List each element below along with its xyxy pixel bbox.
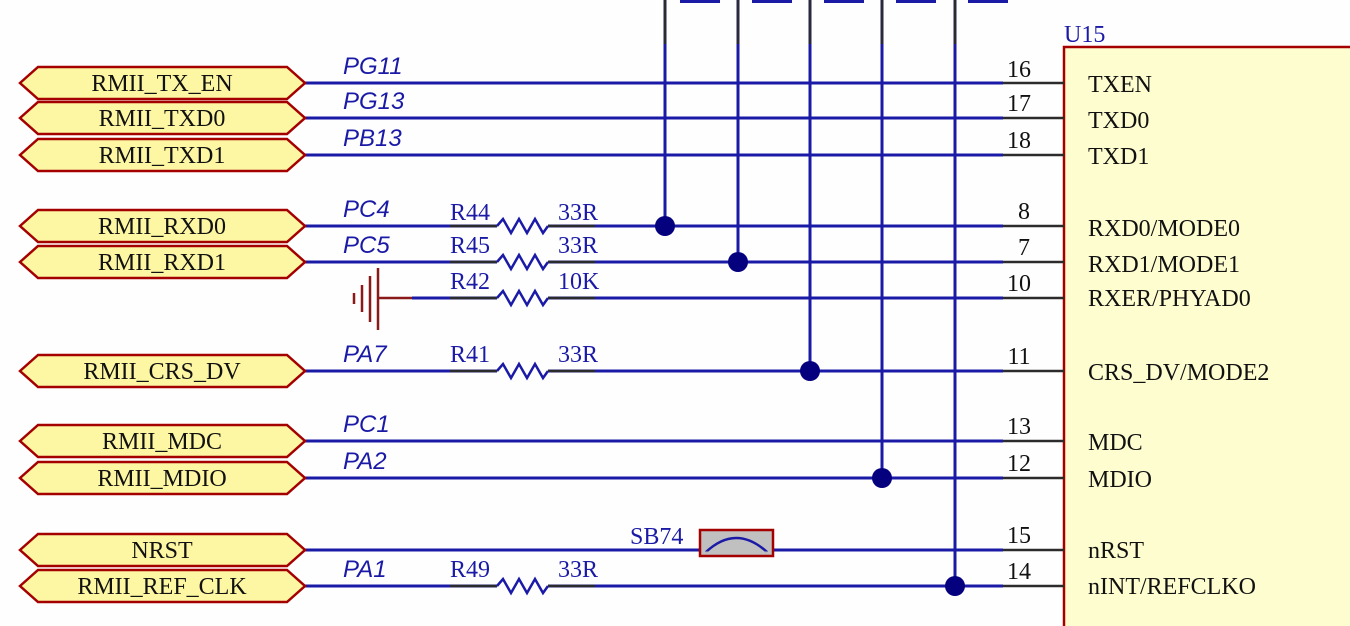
pin-name: RXD1/MODE1 (1088, 252, 1241, 278)
pin-number: 13 (1007, 414, 1031, 440)
resistor-symbols (497, 219, 548, 593)
net-label: PA2 (343, 448, 387, 475)
pin-number: 10 (1007, 271, 1031, 297)
port-label[interactable]: RMII_REF_CLK (77, 574, 247, 600)
resistor-ref: R44 (450, 200, 491, 226)
junction-dot (655, 216, 675, 236)
port-label[interactable]: RMII_CRS_DV (83, 359, 241, 385)
resistor-value: 33R (558, 557, 599, 583)
net-label: PG13 (343, 88, 405, 115)
pin-number: 12 (1007, 451, 1031, 477)
resistor-r41-symbol (497, 364, 548, 378)
resistor-ref: R45 (450, 233, 491, 259)
resistor-value: 33R (558, 233, 599, 259)
ic-designator: U15 (1064, 22, 1106, 48)
port-label[interactable]: RMII_RXD0 (97, 214, 227, 240)
pin-number: 8 (1018, 199, 1030, 225)
resistor-r49-symbol (497, 579, 548, 593)
pin-name: nRST (1088, 538, 1145, 564)
pin-name: RXER/PHYAD0 (1088, 286, 1251, 312)
solder-bridge[interactable] (700, 530, 773, 556)
port-label[interactable]: NRST (131, 538, 193, 564)
pin-number: 17 (1007, 91, 1031, 117)
resistor-ref: R49 (450, 557, 491, 583)
pin-number: 15 (1007, 523, 1031, 549)
resistor-ref: R42 (450, 269, 491, 295)
resistor-value: 33R (558, 342, 599, 368)
pin-stubs (450, 83, 1064, 586)
pin-number: 11 (1007, 344, 1031, 370)
net-label: PC5 (343, 232, 390, 259)
pin-number: 14 (1007, 559, 1031, 585)
net-label: PC4 (343, 196, 390, 223)
junction-dot (800, 361, 820, 381)
solder-bridge-ref: SB74 (630, 524, 684, 550)
port-label[interactable]: RMII_TX_EN (91, 71, 233, 97)
port-label[interactable]: RMII_RXD1 (97, 250, 227, 276)
pin-name: TXD0 (1088, 108, 1150, 134)
port-label[interactable]: RMII_TXD1 (98, 143, 226, 169)
junction-dot (728, 252, 748, 272)
resistor-value: 10K (558, 269, 600, 295)
pin-name: TXEN (1088, 72, 1152, 98)
pin-name: RXD0/MODE0 (1088, 216, 1241, 242)
pin-name: TXD1 (1088, 144, 1150, 170)
net-label: PB13 (343, 125, 402, 152)
net-label: PA7 (343, 341, 387, 368)
pin-name: nINT/REFCLKO (1088, 574, 1256, 600)
net-label: PA1 (343, 556, 387, 583)
pin-name: MDC (1088, 430, 1143, 456)
resistor-value: 33R (558, 200, 599, 226)
net-wires (305, 83, 1003, 586)
ground-icon (354, 268, 412, 330)
resistor-r44-symbol (497, 219, 548, 233)
net-label: PC1 (343, 411, 390, 438)
pin-number: 18 (1007, 128, 1031, 154)
resistor-r45-symbol (497, 255, 548, 269)
junction-dot (872, 468, 892, 488)
top-vertical-wires (665, 0, 1008, 586)
resistor-r42-symbol (497, 291, 548, 305)
port-label[interactable]: RMII_MDIO (97, 466, 227, 492)
resistor-ref: R41 (450, 342, 491, 368)
pin-name: MDIO (1088, 467, 1152, 493)
port-label[interactable]: RMII_TXD0 (98, 106, 226, 132)
pin-number: 16 (1007, 57, 1031, 83)
net-label: PG11 (343, 53, 403, 80)
port-label[interactable]: RMII_MDC (101, 429, 223, 455)
pin-name: CRS_DV/MODE2 (1088, 360, 1270, 386)
junction-dot (945, 576, 965, 596)
pin-number: 7 (1018, 235, 1030, 261)
